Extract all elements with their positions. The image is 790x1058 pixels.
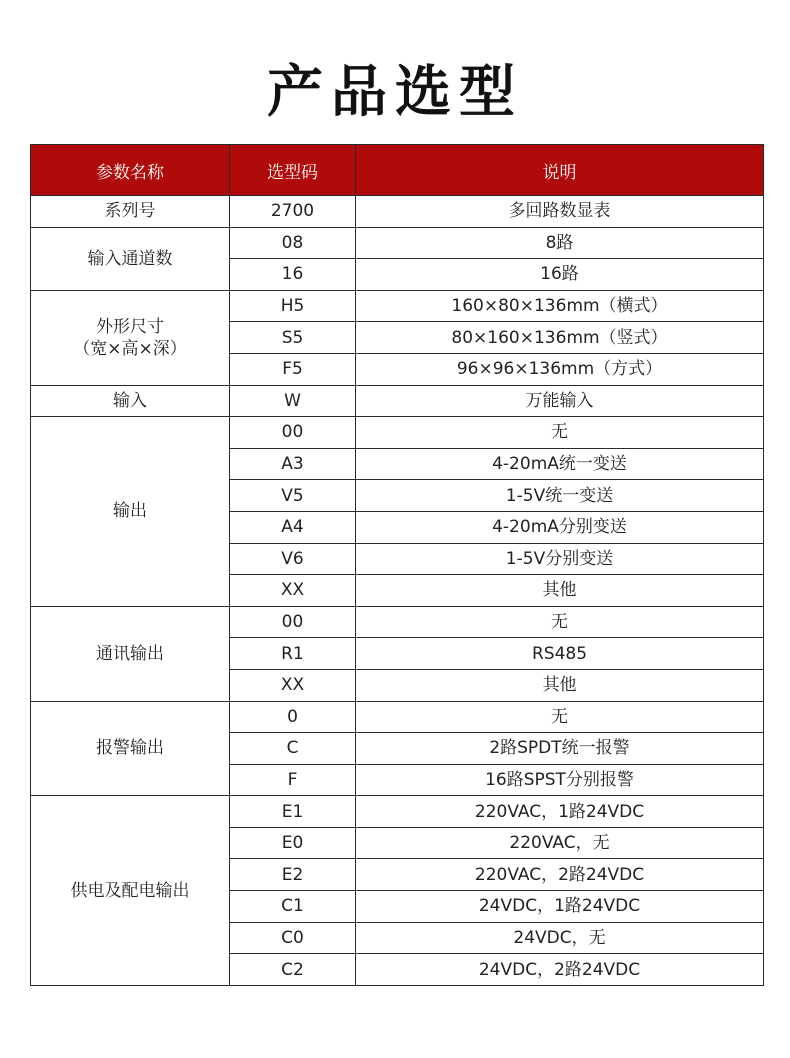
desc-cell: 万能输入 bbox=[356, 385, 764, 417]
table-row bbox=[31, 417, 764, 449]
desc-cell: 1-5V统一变送 bbox=[356, 480, 764, 512]
table-row bbox=[31, 606, 764, 638]
desc-cell: 220VAC，1路24VDC bbox=[356, 796, 764, 828]
desc-cell: 24VDC，无 bbox=[356, 922, 764, 954]
desc-cell: 24VDC，1路24VDC bbox=[356, 891, 764, 923]
param-name-cell bbox=[31, 290, 230, 385]
code-cell: W bbox=[230, 385, 356, 417]
header-code: 选型码 bbox=[230, 145, 356, 196]
code-cell: 0 bbox=[230, 701, 356, 733]
table-row bbox=[31, 701, 764, 733]
code-cell: E0 bbox=[230, 827, 356, 859]
desc-cell: 无 bbox=[356, 701, 764, 733]
header-desc: 说明 bbox=[356, 145, 764, 196]
code-cell: 2700 bbox=[230, 196, 356, 228]
desc-cell: RS485 bbox=[356, 638, 764, 670]
header-param: 参数名称 bbox=[31, 145, 230, 196]
param-name-text: 输入通道数 bbox=[87, 248, 173, 269]
code-cell: XX bbox=[230, 669, 356, 701]
param-name-text: 通讯输出 bbox=[96, 643, 164, 664]
desc-cell: 4-20mA统一变送 bbox=[356, 448, 764, 480]
code-cell: 08 bbox=[230, 227, 356, 259]
param-name-text: 供电及配电输出 bbox=[70, 880, 190, 901]
desc-cell: 2路SPDT统一报警 bbox=[356, 733, 764, 765]
table-header-row bbox=[31, 145, 764, 196]
param-name-text: 输入 bbox=[113, 390, 147, 411]
desc-cell: 24VDC，2路24VDC bbox=[356, 954, 764, 986]
param-name-cell bbox=[31, 796, 230, 986]
table-row bbox=[31, 385, 764, 417]
param-name-cell bbox=[31, 196, 230, 228]
desc-cell: 无 bbox=[356, 606, 764, 638]
code-cell: C bbox=[230, 733, 356, 765]
code-cell: E1 bbox=[230, 796, 356, 828]
param-name-text: （宽×高×深） bbox=[73, 338, 187, 359]
desc-cell: 其他 bbox=[356, 669, 764, 701]
code-cell: C2 bbox=[230, 954, 356, 986]
desc-cell: 1-5V分别变送 bbox=[356, 543, 764, 575]
selection-table bbox=[30, 144, 764, 986]
code-cell: C0 bbox=[230, 922, 356, 954]
desc-cell: 16路SPST分别报警 bbox=[356, 764, 764, 796]
code-cell: F5 bbox=[230, 353, 356, 385]
param-name-cell bbox=[31, 227, 230, 290]
param-name-text: 外形尺寸 bbox=[96, 316, 164, 337]
code-cell: 16 bbox=[230, 259, 356, 291]
code-cell: V5 bbox=[230, 480, 356, 512]
desc-cell: 其他 bbox=[356, 575, 764, 607]
code-cell: A4 bbox=[230, 511, 356, 543]
desc-cell: 160×80×136mm（横式） bbox=[356, 290, 764, 322]
desc-cell: 4-20mA分别变送 bbox=[356, 511, 764, 543]
code-cell: R1 bbox=[230, 638, 356, 670]
desc-cell: 80×160×136mm（竖式） bbox=[356, 322, 764, 354]
table-row bbox=[31, 290, 764, 322]
code-cell: 00 bbox=[230, 417, 356, 449]
code-cell: F bbox=[230, 764, 356, 796]
code-cell: 00 bbox=[230, 606, 356, 638]
page-title: 产品选型 bbox=[267, 60, 523, 125]
param-name-text: 系列号 bbox=[104, 201, 156, 222]
desc-cell: 96×96×136mm（方式） bbox=[356, 353, 764, 385]
table-row bbox=[31, 796, 764, 828]
table-row bbox=[31, 227, 764, 259]
code-cell: A3 bbox=[230, 448, 356, 480]
desc-cell: 220VAC，无 bbox=[356, 827, 764, 859]
param-name-cell bbox=[31, 701, 230, 796]
desc-cell: 无 bbox=[356, 417, 764, 449]
param-name-text: 输出 bbox=[113, 501, 147, 522]
table-row bbox=[31, 196, 764, 228]
param-name-cell bbox=[31, 417, 230, 607]
param-name-cell bbox=[31, 606, 230, 701]
code-cell: XX bbox=[230, 575, 356, 607]
desc-cell: 16路 bbox=[356, 259, 764, 291]
code-cell: C1 bbox=[230, 891, 356, 923]
param-name-cell bbox=[31, 385, 230, 417]
desc-cell: 多回路数显表 bbox=[356, 196, 764, 228]
code-cell: E2 bbox=[230, 859, 356, 891]
desc-cell: 220VAC，2路24VDC bbox=[356, 859, 764, 891]
code-cell: H5 bbox=[230, 290, 356, 322]
code-cell: S5 bbox=[230, 322, 356, 354]
code-cell: V6 bbox=[230, 543, 356, 575]
param-name-text: 报警输出 bbox=[96, 738, 164, 759]
desc-cell: 8路 bbox=[356, 227, 764, 259]
